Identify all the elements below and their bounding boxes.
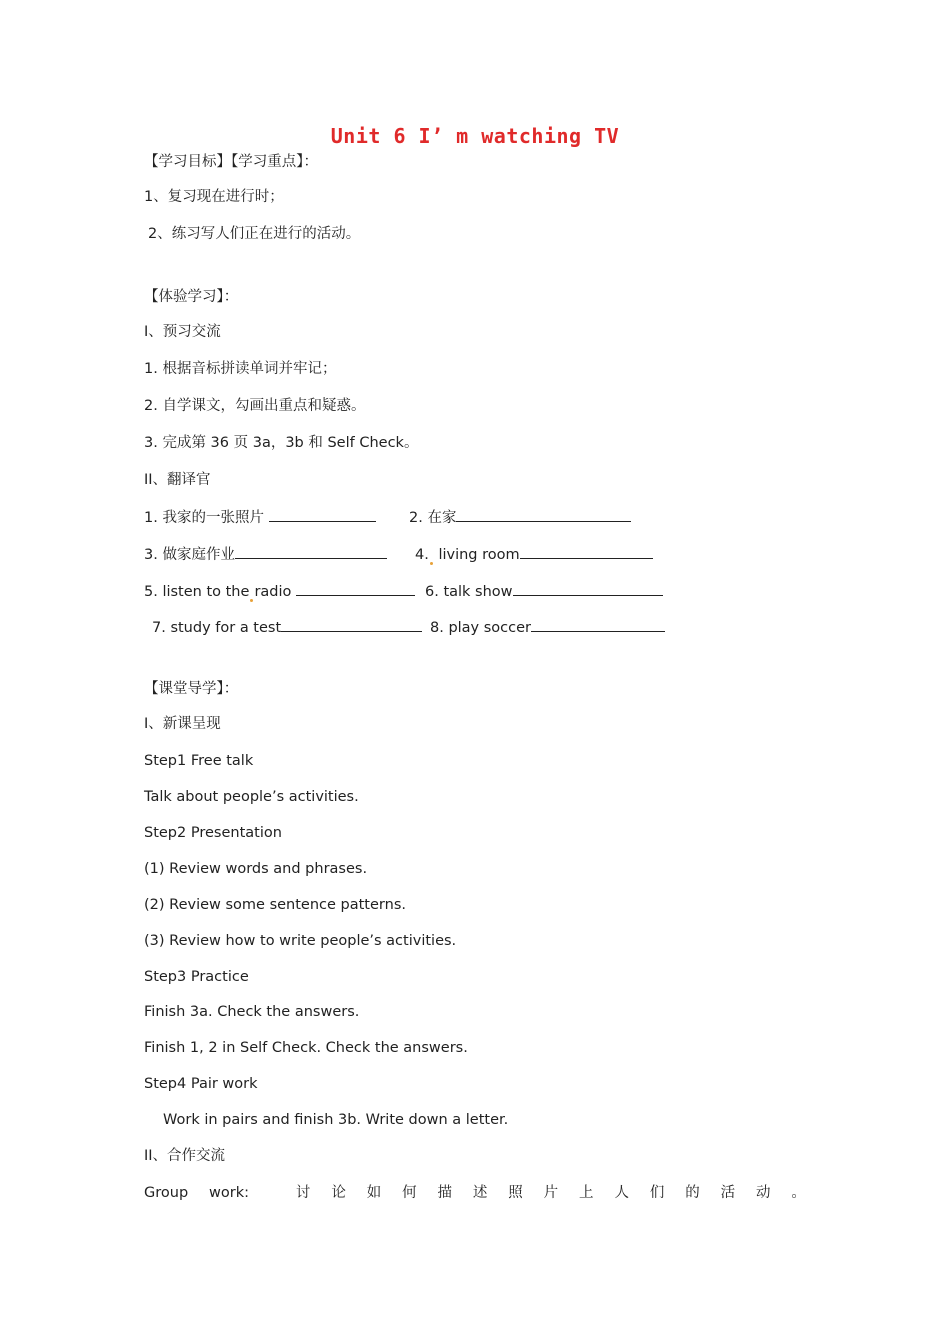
step3-item-1: Finish 3a. Check the answers. xyxy=(144,1004,360,1020)
answer-blank[interactable] xyxy=(281,617,422,632)
new-lesson-section-title: I、新课呈现 xyxy=(144,716,221,732)
step1-title xyxy=(144,751,253,771)
answer-blank[interactable] xyxy=(296,581,415,596)
translate-item-1-text: 1. 我家的一张照片 xyxy=(144,510,264,526)
answer-blank[interactable] xyxy=(269,507,376,522)
translate-item-3 xyxy=(144,544,387,565)
step2-item-1: (1) Review words and phrases. xyxy=(144,861,368,877)
group-work-char: 们 xyxy=(649,1185,665,1201)
translate-section-title: II、翻译官 xyxy=(144,472,211,488)
translate-item-2 xyxy=(409,507,631,528)
translate-item-7 xyxy=(152,617,422,638)
group-work-label-1: Group xyxy=(144,1185,189,1201)
group-work-char: 。 xyxy=(791,1185,806,1201)
translate-item-4-text: living room xyxy=(438,547,520,563)
group-work-char: 动 xyxy=(756,1185,771,1201)
group-work-char: 讨 xyxy=(295,1185,311,1201)
goal-item-1: 1、复习现在进行时； xyxy=(144,189,284,205)
step4-title: Step4 Pair work xyxy=(144,1076,258,1092)
translate-item-8 xyxy=(430,617,665,638)
group-work-label-2: work: xyxy=(209,1185,250,1201)
group-work-char: 活 xyxy=(720,1185,736,1201)
group-work-char: 述 xyxy=(472,1185,488,1201)
step3-title: Step3 Practice xyxy=(144,969,249,985)
group-work-char: 的 xyxy=(685,1185,700,1201)
translate-item-7-text: 7. study for a test xyxy=(152,620,282,636)
preview-item-1: 1. 根据音标拼读单词并牢记； xyxy=(144,361,337,377)
translate-item-5-text-b: radio xyxy=(254,584,292,600)
translate-item-8-text: 8. play soccer xyxy=(430,620,532,636)
preview-item-2: 2. 自学课文，勾画出重点和疑惑。 xyxy=(144,398,366,414)
group-work-char: 人 xyxy=(614,1185,629,1201)
answer-blank[interactable] xyxy=(235,544,387,559)
step3-item-2: Finish 1, 2 in Self Check. Check the answers. xyxy=(144,1040,468,1056)
group-work-char: 片 xyxy=(543,1185,559,1201)
group-work-char: 描 xyxy=(437,1185,452,1201)
group-work-char: 何 xyxy=(402,1185,417,1201)
answer-blank[interactable] xyxy=(520,544,653,559)
preview-section-title: I、预习交流 xyxy=(144,324,221,340)
preview-item-3: 3. 完成第 36 页 3a，3b 和 Self Check。 xyxy=(144,435,419,451)
mark-dot-icon xyxy=(430,562,433,565)
step2-item-3: (3) Review how to write people’s activities. xyxy=(144,933,457,949)
group-work-char: 如 xyxy=(366,1185,382,1201)
step2-title: Step2 Presentation xyxy=(144,825,282,841)
answer-blank[interactable] xyxy=(531,617,665,632)
goals-heading: 【学习目标】【学习重点】： xyxy=(144,154,318,170)
translate-item-6-text: 6. talk show xyxy=(425,584,513,600)
classroom-heading: 【课堂导学】： xyxy=(144,681,239,697)
step1-desc: Talk about people’s activities. xyxy=(144,789,359,805)
group-work-char: 论 xyxy=(331,1185,346,1201)
page-title: Unit 6 I’ m watching TV xyxy=(330,124,620,148)
step1-title-b: e talk xyxy=(212,753,254,769)
translate-item-1 xyxy=(144,507,376,528)
translate-item-4 xyxy=(415,544,653,565)
cooperation-section-title: II、合作交流 xyxy=(144,1148,226,1164)
answer-blank[interactable] xyxy=(513,581,663,596)
mark-dot-icon xyxy=(250,599,253,602)
step1-title-a: Step1 Fre xyxy=(144,753,213,769)
group-work-char: 上 xyxy=(579,1185,594,1201)
experience-heading: 【体验学习】： xyxy=(144,289,239,305)
translate-item-2-text: 2. 在家 xyxy=(409,510,457,526)
translate-item-5-text-a: 5. listen to the xyxy=(144,584,250,600)
translate-item-6 xyxy=(425,581,663,602)
translate-item-3-text: 3. 做家庭作业 xyxy=(144,547,235,563)
goal-item-2: 2、练习写人们正在进行的活动。 xyxy=(148,226,361,242)
step2-item-2: (2) Review some sentence patterns. xyxy=(144,897,406,913)
group-work-char: 照 xyxy=(508,1185,523,1201)
translate-item-5 xyxy=(144,581,415,602)
translate-item-4-num: 4. xyxy=(415,547,429,563)
step4-desc: Work in pairs and finish 3b. Write down a letter. xyxy=(163,1112,509,1128)
group-work-row xyxy=(144,1183,806,1203)
answer-blank[interactable] xyxy=(456,507,631,522)
